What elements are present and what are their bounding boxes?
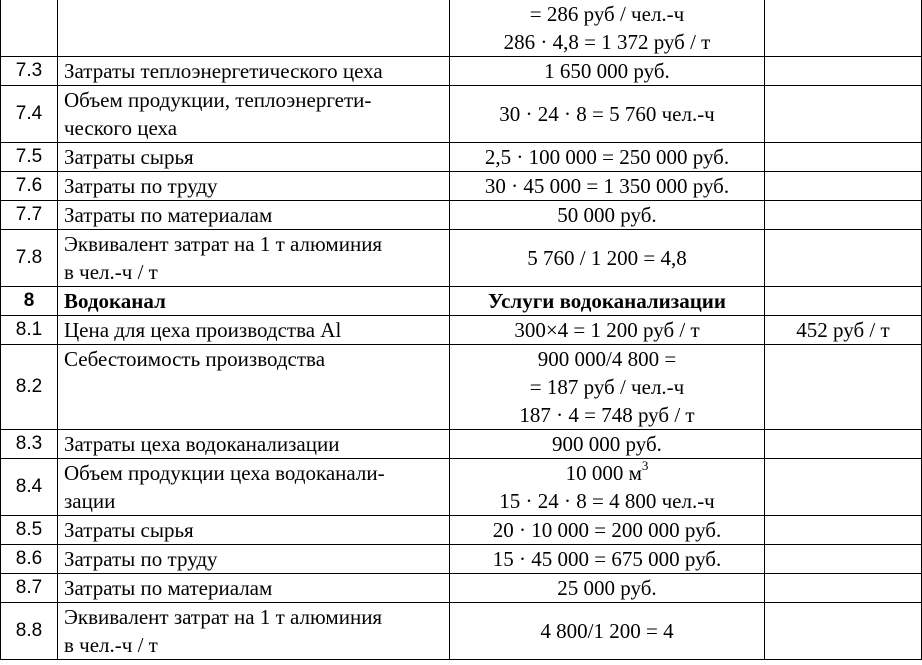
table-row [1, 316, 922, 345]
calculation-line [456, 0, 758, 28]
row-number: 8.7 [1, 574, 58, 603]
item-name-line: Затраты сырья [64, 145, 194, 169]
item-name [58, 143, 450, 172]
price-value [765, 0, 922, 57]
unit-exponent: 3 [641, 458, 649, 473]
item-name-line: Затраты по труду [64, 547, 218, 571]
calculation [450, 603, 765, 660]
row-number: 8.8 [1, 603, 58, 660]
price-value [765, 459, 922, 516]
calculation-text: 10 000 м [565, 461, 642, 485]
row-number: 7.8 [1, 230, 58, 287]
calculation-text: 15 · 45 000 = 675 000 руб. [492, 547, 722, 571]
item-name [58, 287, 450, 316]
price-value [765, 86, 922, 143]
calculation-text: 20 · 10 000 = 200 000 руб. [492, 518, 722, 542]
item-name-line: Затраты по труду [64, 174, 218, 198]
calculation-line [456, 401, 758, 429]
calculation [450, 287, 765, 316]
price-value [765, 57, 922, 86]
price-value [765, 230, 922, 287]
item-name [58, 0, 450, 57]
table-row [1, 86, 922, 143]
calculation-text: 900 000 руб. [552, 432, 662, 456]
calculation-line [456, 143, 758, 171]
calculation-text: 900 000/4 800 = [537, 347, 677, 371]
item-name-line: Водоканал [64, 289, 166, 313]
calculation-line [456, 545, 758, 573]
table-row [1, 201, 922, 230]
item-name [58, 459, 450, 516]
calculation [450, 57, 765, 86]
calculation-text: 187 · 4 = 748 руб / т [519, 403, 695, 427]
item-name [58, 574, 450, 603]
calculation-line [456, 316, 758, 344]
calculation [450, 545, 765, 574]
item-name [58, 430, 450, 459]
row-number: 8.2 [1, 345, 58, 430]
item-name [58, 545, 450, 574]
calculation-line [456, 57, 758, 85]
calculation-line [456, 430, 758, 458]
calculation-line [456, 617, 758, 645]
calculation-text: 15 · 24 · 8 = 4 800 чел.-ч [499, 489, 715, 513]
item-name-line: в чел.-ч / т [64, 260, 158, 284]
price-value [765, 516, 922, 545]
calculation-line [456, 201, 758, 229]
item-name-line: Затраты по материалам [64, 203, 273, 227]
table-row [1, 172, 922, 201]
calculation [450, 230, 765, 287]
table-row [1, 545, 922, 574]
calculation-line [456, 373, 758, 401]
price-value [765, 430, 922, 459]
item-name [58, 201, 450, 230]
row-number: 7.7 [1, 201, 58, 230]
price-value [765, 201, 922, 230]
calculation-line [456, 516, 758, 544]
row-number: 8 [1, 287, 58, 316]
table-row [1, 459, 922, 516]
item-name-line: Затраты теплоэнергетического цеха [64, 59, 383, 83]
calculation-line [456, 287, 758, 315]
item-name [58, 230, 450, 287]
calculation-text: 30 · 24 · 8 = 5 760 чел.-ч [499, 102, 715, 126]
row-number: 8.4 [1, 459, 58, 516]
calculation-text: 30 · 45 000 = 1 350 000 руб. [484, 174, 730, 198]
row-number: 8.5 [1, 516, 58, 545]
price-value [765, 545, 922, 574]
row-number: 8.1 [1, 316, 58, 345]
calculation-text: 300×4 = 1 200 руб / т [514, 318, 700, 342]
calculation-line [456, 487, 758, 515]
calculation-line [456, 345, 758, 373]
table-row [1, 57, 922, 86]
table-row [1, 143, 922, 172]
calculation [450, 143, 765, 172]
calculation [450, 345, 765, 430]
item-name [58, 86, 450, 143]
item-name-line: Затраты по материалам [64, 576, 273, 600]
calculation-line [456, 244, 758, 272]
table-row [1, 230, 922, 287]
item-name [58, 316, 450, 345]
item-name-line: Себестоимость производства [64, 347, 326, 371]
item-name-line: ческого цеха [64, 116, 178, 140]
table-row [1, 430, 922, 459]
price-value [765, 287, 922, 316]
row-number: 7.5 [1, 143, 58, 172]
item-name-line: Эквивалент затрат на 1 т алюминия [64, 232, 383, 256]
price-value: 452 руб / т [765, 316, 922, 345]
table-row [1, 574, 922, 603]
calculation-text: 286 · 4,8 = 1 372 руб / т [503, 30, 711, 54]
table-row [1, 287, 922, 316]
calculation [450, 516, 765, 545]
calculation-text: 2,5 · 100 000 = 250 000 руб. [484, 145, 730, 169]
table-row [1, 516, 922, 545]
table-row [1, 603, 922, 660]
calculation-text: = 187 руб / чел.-ч [529, 375, 685, 399]
calculation [450, 574, 765, 603]
calculation-text: 5 760 / 1 200 = 4,8 [527, 246, 687, 270]
calculation-text: 4 800/1 200 = 4 [540, 619, 674, 643]
row-number: 7.4 [1, 86, 58, 143]
calculation-line [456, 172, 758, 200]
row-number: 7.3 [1, 57, 58, 86]
item-name [58, 516, 450, 545]
item-name-line: в чел.-ч / т [64, 633, 158, 657]
cost-table-body [1, 0, 922, 660]
row-number: 8.6 [1, 545, 58, 574]
row-number: 7.6 [1, 172, 58, 201]
item-name-line: Эквивалент затрат на 1 т алюминия [64, 605, 383, 629]
calculation-line [456, 459, 758, 487]
calculation [450, 201, 765, 230]
calculation-text: 50 000 руб. [557, 203, 657, 227]
calculation-text: 25 000 руб. [557, 576, 657, 600]
price-value [765, 172, 922, 201]
calculation [450, 0, 765, 57]
calculation [450, 459, 765, 516]
item-name [58, 172, 450, 201]
item-name [58, 603, 450, 660]
price-value [765, 345, 922, 430]
calculation [450, 316, 765, 345]
calculation-line [456, 100, 758, 128]
table-row [1, 0, 922, 57]
calculation-text: 1 650 000 руб. [544, 59, 670, 83]
item-name-line: Объем продукции цеха водоканали- [64, 461, 385, 485]
price-value [765, 574, 922, 603]
calculation-line [456, 28, 758, 56]
item-name [58, 57, 450, 86]
row-number [1, 0, 58, 57]
item-name-line: Затраты сырья [64, 518, 194, 542]
item-name-line: Затраты цеха водоканализации [64, 432, 340, 456]
price-value [765, 143, 922, 172]
row-number: 8.3 [1, 430, 58, 459]
item-name [58, 345, 450, 430]
item-name-line: Объем продукции, теплоэнергети- [64, 88, 372, 112]
price-value [765, 603, 922, 660]
calculation-text: = 286 руб / чел.-ч [529, 2, 685, 26]
calculation [450, 430, 765, 459]
calculation-text: Услуги водоканализации [487, 289, 727, 313]
table-row [1, 345, 922, 430]
item-name-line: Цена для цеха производства Al [64, 318, 342, 342]
calculation [450, 172, 765, 201]
calculation-line [456, 574, 758, 602]
calculation [450, 86, 765, 143]
item-name-line: зации [64, 489, 116, 513]
